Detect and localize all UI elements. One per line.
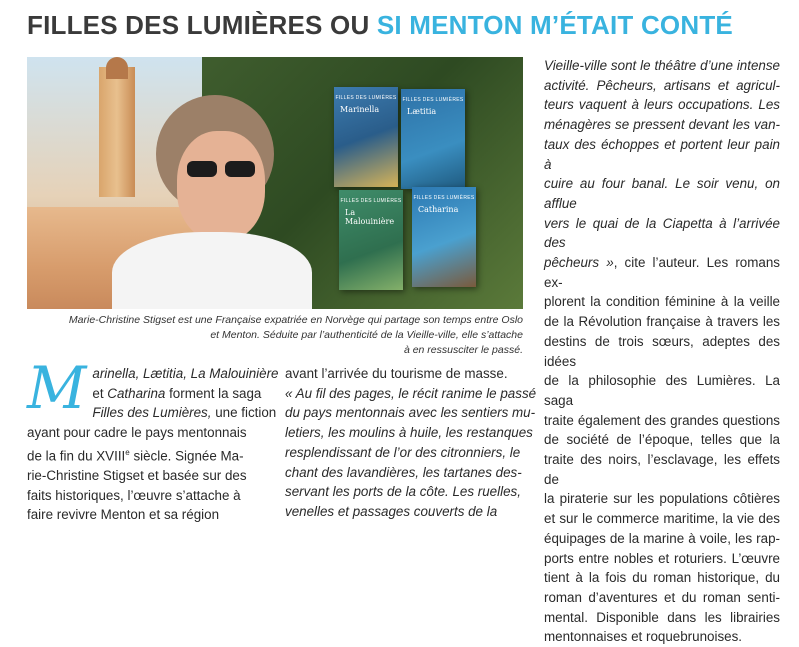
- bell-tower: [99, 67, 135, 197]
- book-cover-2: [401, 89, 465, 189]
- photo-caption: [27, 313, 523, 358]
- text-line: mentonnaises et roquebrunoises.: [544, 629, 743, 645]
- text-line: teurs vaquent à leurs occupations. Les: [544, 97, 780, 113]
- text-line: resplendissant de l’or des citronniers, le: [285, 444, 521, 460]
- text-run: pêcheurs »: [544, 255, 614, 271]
- text-line: faits historiques, l’œuvre s’attache à: [27, 487, 241, 503]
- text-line: « Au fil des pages, le récit ranime le passé: [285, 385, 537, 401]
- book-subtitle-2: Lætitia: [407, 107, 437, 116]
- book-title-3: FILLES DES LUMIÈRES: [340, 198, 402, 204]
- caption-line: à en ressusciter le passé.: [403, 344, 523, 356]
- text-line: Vieille-ville sont le théâtre d’une intense: [544, 58, 780, 73]
- text-line: cuire au four banal. Le soir venu, on afflue: [544, 176, 780, 211]
- text-run: , cite l’auteur. Les romans ex-: [544, 255, 780, 290]
- text-line: taux des échoppes et portent leur pain à: [544, 136, 780, 172]
- book-subtitle-4: Catharina: [418, 205, 459, 214]
- book-subtitle-3: La Malouinière: [345, 208, 395, 226]
- text-line: arinella, Lætitia, La Malouinière: [92, 366, 279, 381]
- text-line: et sur le commerce maritime, la vie des: [544, 511, 780, 527]
- book-subtitle-1: Marinella: [340, 105, 380, 114]
- text-line: plorent la condition féminine à la veille: [544, 294, 780, 310]
- text-line: roman d’aventures et du roman senti-: [544, 589, 780, 605]
- text-line: rie-Christine Stigset et basée sur des: [27, 467, 247, 483]
- article-photo: [27, 57, 523, 309]
- text-run: Catharina: [107, 385, 166, 401]
- superscript: e: [125, 447, 130, 457]
- text-line: de la Révolution française à travers les: [544, 314, 780, 330]
- book-cover-1: [334, 87, 398, 187]
- text-line: du pays mentonnais avec les sentiers mu-: [285, 405, 536, 421]
- text-line: la piraterie sur les populations côtières: [544, 491, 780, 507]
- text-line: équipages de la marine à voile, les rap-: [544, 530, 780, 546]
- book-title-4: FILLES DES LUMIÈRES: [413, 195, 475, 201]
- text-line: servant les ports de la côte. Les ruelles,: [285, 484, 521, 500]
- text-line: tient à la fois du roman historique, du: [544, 570, 780, 586]
- text-run: de la fin du XVIII: [27, 448, 126, 464]
- text-line: faire revivre Menton et sa région: [27, 507, 220, 523]
- text-line: ménagères se pressent devant les van-: [544, 117, 780, 133]
- article-column-3: [544, 56, 780, 647]
- text-run: Filles des Lumières,: [92, 405, 212, 421]
- drop-cap: M: [27, 354, 87, 422]
- text-line: chant des lavandières, les tartanes des-: [285, 464, 522, 480]
- text-line: de la philosophie des Lumières. La saga: [544, 373, 780, 408]
- title-part-2: SI MENTON M’ÉTAIT CONTÉ: [376, 10, 733, 40]
- text-line: destins de trois sœurs, adeptes des idées: [544, 333, 780, 369]
- book-title-1: FILLES DES LUMIÈRES: [335, 95, 397, 101]
- text-line: vers le quai de la Ciapetta à l’arrivée des: [544, 215, 780, 251]
- book-cover-4: [412, 187, 476, 287]
- text-line: venelles et passages couverts de la: [285, 503, 498, 519]
- text-line: letiers, les moulins à huile, les restanques: [285, 425, 533, 441]
- text-line: ports entre nobles et roturiers. L’œuvre: [544, 550, 780, 566]
- author-body: [112, 232, 312, 309]
- title-part-1: FILLES DES LUMIÈRES OU: [27, 10, 377, 40]
- article-title: [27, 10, 733, 41]
- caption-line: Marie-Christine Stigset est une Française expatriée en Norvège qui partage son temps entre Oslo: [68, 314, 523, 326]
- text-run: forment la saga: [165, 385, 262, 401]
- article-column-1: [27, 354, 279, 525]
- caption-line: et Menton. Séduite par l’authenticité de la Vieille-ville, elle s’attache: [210, 329, 523, 341]
- article-column-2: [285, 364, 537, 522]
- text-line: ayant pour cadre le pays mentonnais: [27, 425, 247, 441]
- text-line: [27, 443, 267, 466]
- bell-tower-dome: [106, 57, 128, 79]
- text-line: mental. Disponible dans les librairies: [544, 609, 780, 625]
- text-line: traite des noirs, l’esclavage, les effets de: [544, 452, 780, 487]
- text-run: et: [92, 385, 108, 401]
- text-line: traite également des grandes questions: [544, 412, 780, 428]
- author-face: [177, 131, 265, 241]
- book-title-2: FILLES DES LUMIÈRES: [402, 97, 464, 103]
- book-cover-3: [339, 190, 403, 290]
- text-line: activité. Pêcheurs, artisans et agricul-: [544, 77, 780, 93]
- text-run: une fiction: [211, 405, 277, 421]
- text-line: de société de l’époque, telles que la: [544, 432, 780, 448]
- text-line: [544, 253, 780, 292]
- text-line: avant l’arrivée du tourisme de masse.: [285, 366, 508, 381]
- sunglasses-icon: [187, 161, 263, 179]
- text-run: siècle. Signée Ma-: [129, 448, 244, 464]
